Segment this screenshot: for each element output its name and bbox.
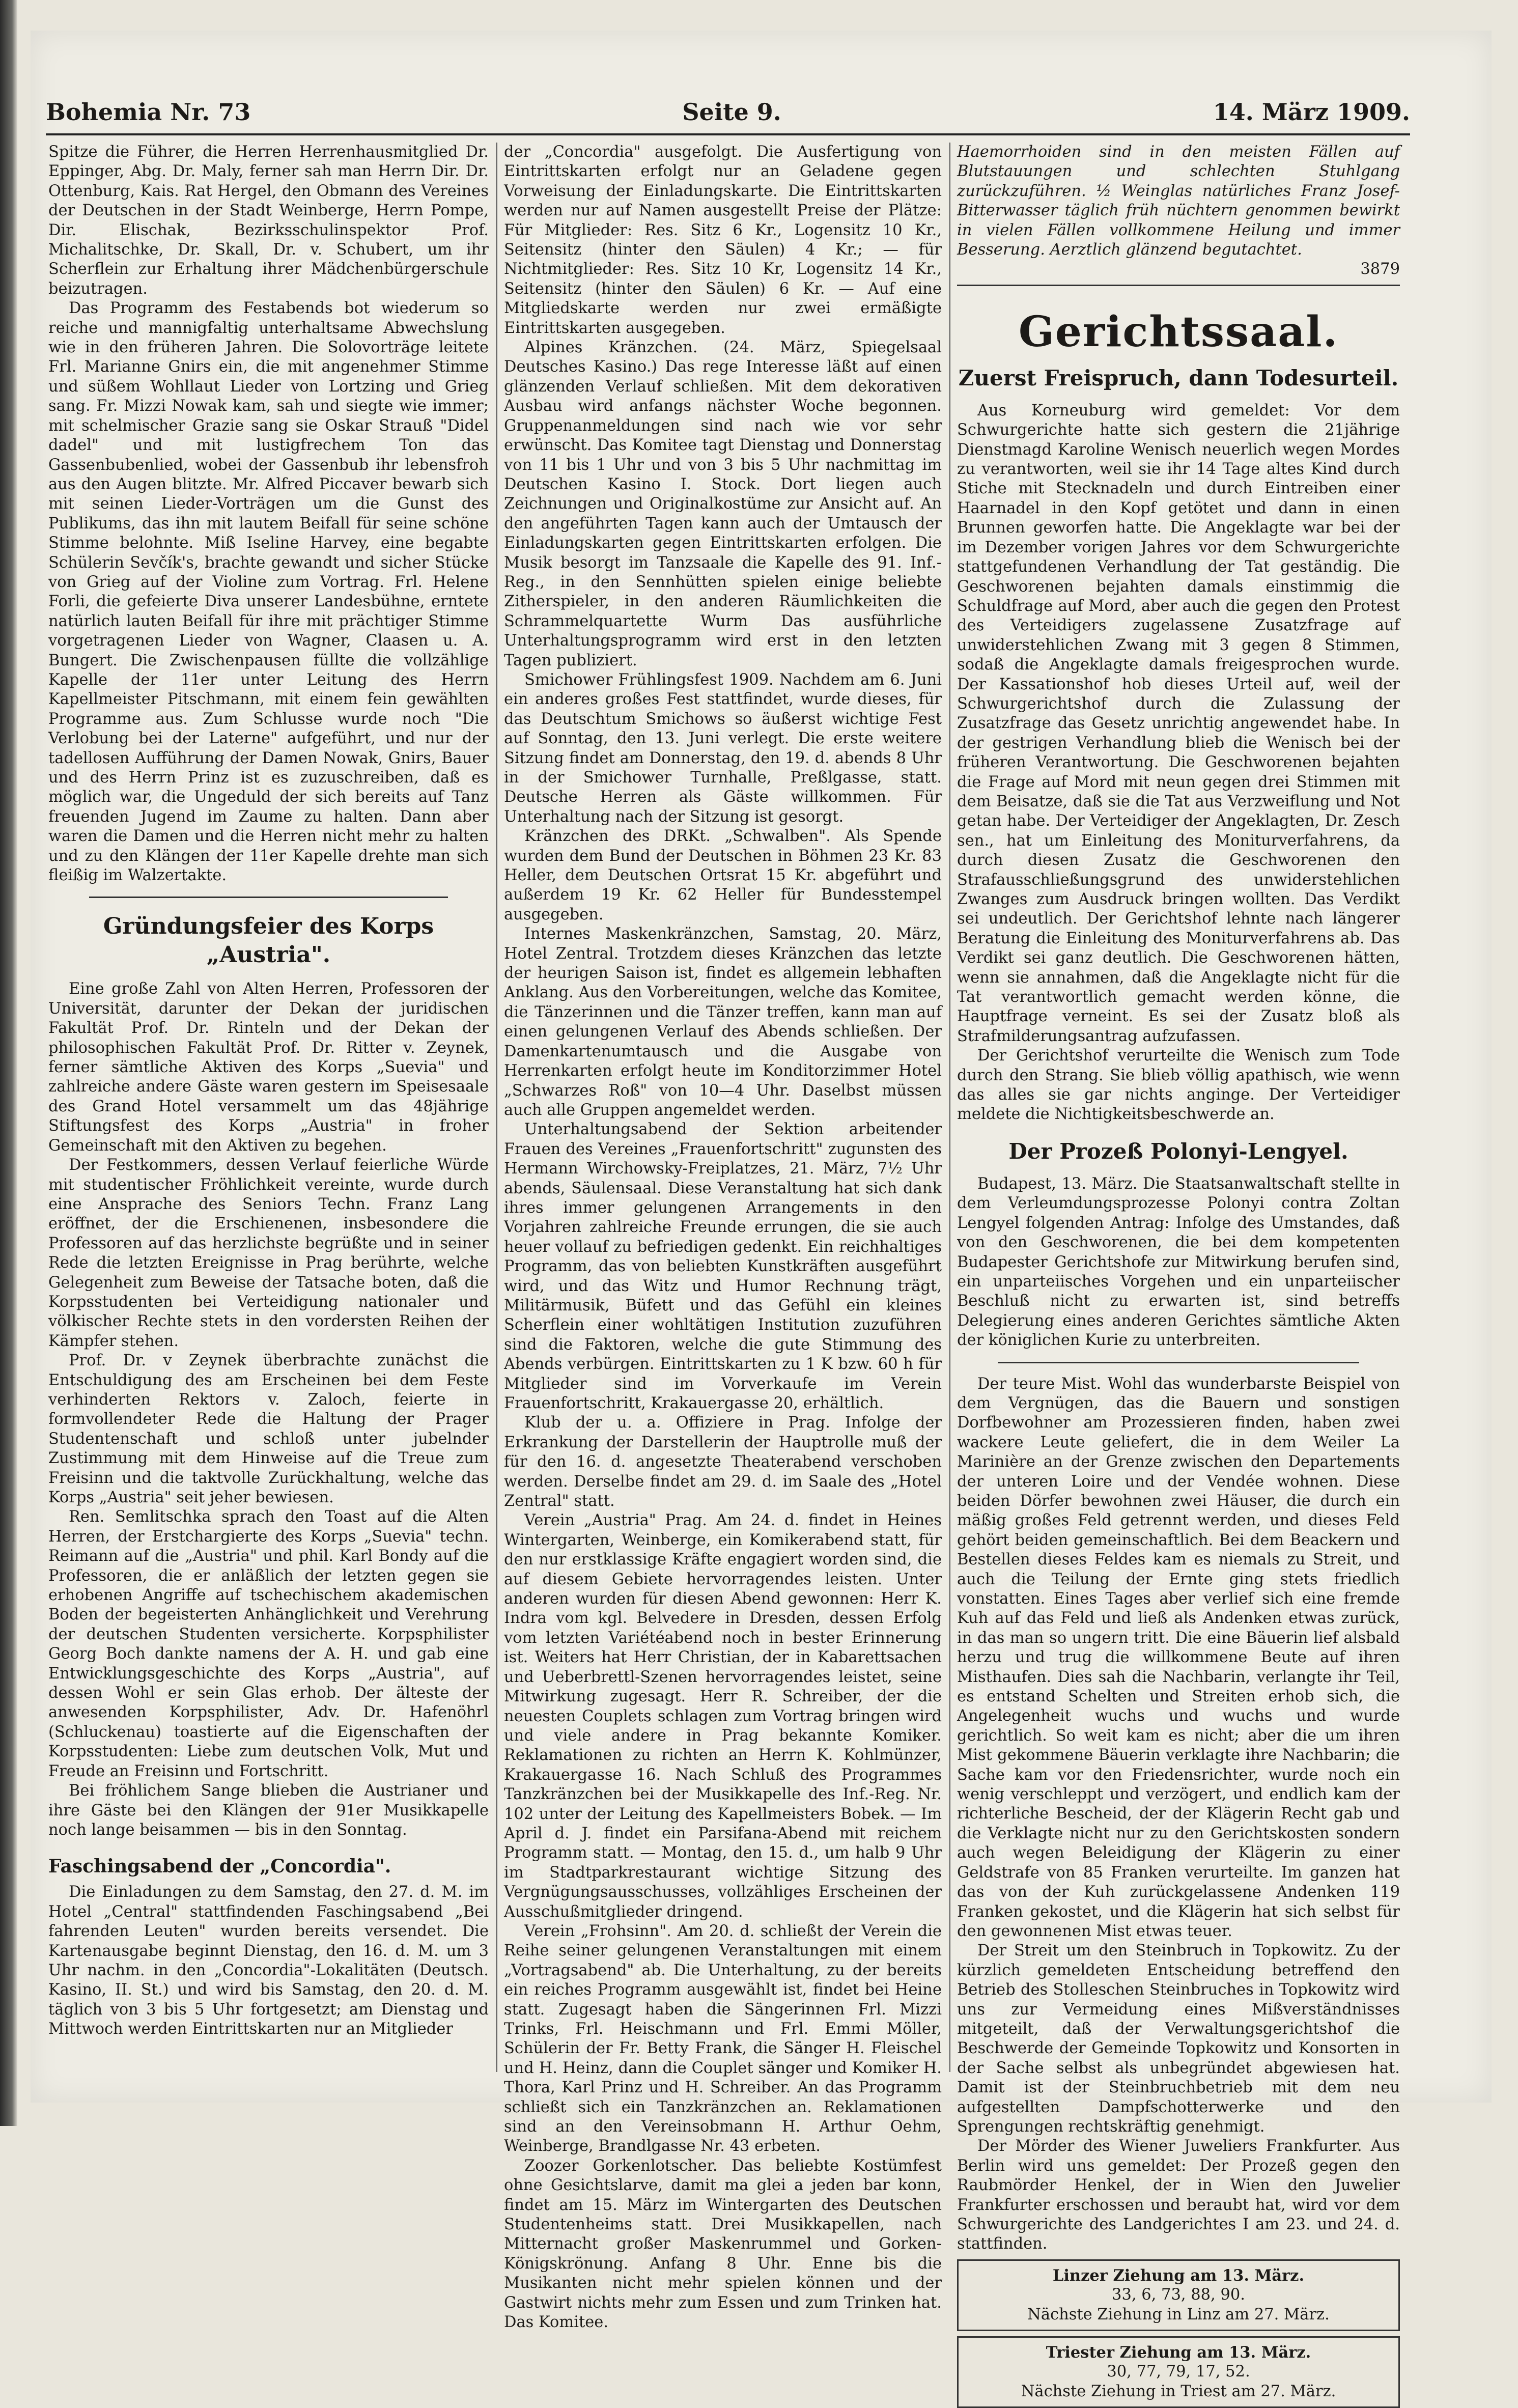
- paragraph: Spitze die Führer, die Herren Herrenhausmitglied Dr. Eppinger, Abg. Dr. Maly, ferner sah man Herrn Dir. Dr. Ottenburg, Kais. Rat Hergel, den Obmann des Vereines der Deutschen in der Stadt Weinberge, Herrn Pompe, Dir. Elischak, Bezirksschulinspektor Prof. Michalitschke, Dr. Skall, Dr. v. Schubert, um ihr Scherflein zur Erhaltung ihrer Mädchenbürgerschule beizutragen.: [48, 143, 489, 298]
- column-3: [957, 143, 1400, 2400]
- divider: [89, 897, 448, 898]
- column-divider: [496, 143, 497, 2072]
- lottery-numbers: 33, 6, 73, 88, 90.: [1112, 2286, 1245, 2304]
- article-heading: Zuerst Freispruch, dann Todesurteil.: [958, 365, 1399, 390]
- paragraph: Ren. Semlitschka sprach den Toast auf die Alten Herren, der Erstchargierte des Korps „Suevia" techn. Reimann auf die „Austria" und phil. Karl Bondy auf die Professoren, die er anläßlich der letzten gegen sie erhobenen Angriffe auf tschechischem akademischen Boden der begeisterten Anhänglichkeit und Verehrung der deutschen Studenten versicherte. Korpsphilister Georg Boch dankte namens der A. H. und gab eine Entwicklungsgeschichte des Korps „Austria", auf dessen Wohl er sein Glas erhob. Der älteste der anwesenden Korpsphilister, Adv. Dr. Hafenöhrl (Schluckenau) toastierte auf die Eigenschaften der Korpsstudenten: Liebe zum deutschen Volk, Mut und Freude an Freisinn und Fortschritt.: [48, 1508, 489, 1780]
- paragraph: Kränzchen des DRKt. „Schwalben". Als Spende wurden dem Bund der Deutschen in Böhmen 23 Kr. 83 Heller, dem Deutschen Ortsrat 15 Kr. abgeführt und außerdem 19 Kr. 62 Heller für Bundesstempel ausgegeben.: [504, 827, 942, 923]
- paragraph: Alpines Kränzchen. (24. März, Spiegelsaal Deutsches Kasino.) Das rege Interesse läßt auf einen glänzenden Verlauf schließen. Mit dem dekorativen Ausbau wird anfangs nächster Woche begonnen. Gruppenanmeldungen sind nach wie vor sehr erwünscht. Das Komitee tagt Dienstag und Donnerstag von 11 bis 1 Uhr und von 3 bis 5 Uhr nachmittag im Deutschen Kasino I. Stock. Dort liegen auch Zeichnungen und Originalkostüme zur Ansicht auf. An den angeführten Tagen kann auch der Umtausch der Einladungskarten gegen Eintrittskarten erfolgen. Die Musik besorgt im Tanzsaale die Kapelle des 91. Inf.-Reg., in den Sennhütten spielen einige beliebte Zitherspieler, in den anderen Räumlichkeiten die Schrammelquartette Wurm Das ausführliche Unterhaltungsprogramm wird erst in den letzten Tagen publiziert.: [504, 339, 942, 669]
- scan-edge: [0, 0, 17, 2126]
- paragraph: Der teure Mist. Wohl das wunderbarste Beispiel von dem Vergnügen, das die Bauern und sonstigen Dorfbewohner am Prozessieren finden, haben zwei wackere Leute geliefert, die in dem Weiler La Marinière an der Grenze zwischen den Departements der unteren Loire und der Vendée wohnen. Diese beiden Dörfer bewohnen zwei Häuser, die durch ein mäßig großes Feld getrennt werden, und dieses Feld gehört beiden gemeinschaftlich. Bei dem Beackern und Bestellen dieses Feldes kam es niemals zu Streit, und auch die Teilung der Ernte ging stets friedlich vonstatten. Eines Tages aber verlief sich eine fremde Kuh auf das Feld und ließ als Andenken etwas zurück, in das man so ungern tritt. Die eine Bäuerin lief alsbald herzu und trug die willkommene Beute auf ihren Misthaufen. Dies sah die Nachbarin, verlangte ihr Teil, es entstand Schelten und Streiten erhob sich, die Angelegenheit wuchs und wuchs und wurde gerichtlich. So weit kam es nicht; aber die um ihren Mist gekommene Bäuerin verklagte ihre Nachbarin; die Sache kam vor den Friedensrichter, wurde noch ein wenig verschleppt und verzögert, und endlich kam der richterliche Bescheid, der der Klägerin Recht gab und die Verklagte nicht nur zu den Gerichtskosten sondern auch wegen Beleidigung der Klägerin zu einer Geldstrafe von 85 Franken verurteilte. Im ganzen hat das von der Kuh zurückgelassene Andenken 119 Franken gekostet, und die Klägerin hat sich selbst für den gewonnenen Mist etwas teuer.: [957, 1375, 1400, 1940]
- paragraph: Der Mörder des Wiener Juweliers Frankfurter. Aus Berlin wird uns gemeldet: Der Prozeß gegen den Raubmörder Henkel, der in Wien den Juwelier Frankfurter erschossen und beraubt hat, wird vor dem Schwurgerichte des Landgerichtes I am 23. und 24. d. stattfinden.: [957, 2137, 1400, 2253]
- divider: [998, 1362, 1359, 1363]
- lottery-box-linz: [957, 2259, 1400, 2331]
- article-heading: Der Prozeß Polonyi-Lengyel.: [1008, 1138, 1348, 1164]
- advertisement: Haemorrhoiden sind in den meisten Fällen auf Blutstauungen und schlechten Stuhlgang zurückzuführen. ½ Weinglas natürliches Franz Josef-Bitterwasser täglich früh nüchtern genommen bewirkt in vielen Fällen vollkommene Heilung und immer Besserung. Aerztlich glänzend begutachtet.: [957, 143, 1400, 259]
- paragraph: Internes Maskenkränzchen, Samstag, 20. März, Hotel Zentral. Trotzdem dieses Kränzchen das letzte der heurigen Saison ist, findet es allgemein lebhaften Anklang. Aus den Vorbereitungen, welche das Komitee, die Tänzerinnen und die Tänzer treffen, kann man auf einen gelungenen Verlauf des Abends schließen. Der Damenkartenumtausch und die Ausgabe von Herrenkarten erfolgt heute im Konditorzimmer Hotel „Schwarzes Roß" von 10—4 Uhr. Daselbst müssen auch alle Gruppen angemeldet werden.: [504, 925, 942, 1119]
- section-title: Gerichtssaal.: [1018, 307, 1339, 356]
- article-heading: Faschingsabend der „Concordia".: [48, 1856, 391, 1878]
- paragraph: Das Programm des Festabends bot wiederum so reiche und mannigfaltig unterhaltsame Abwechslung wie in den früheren Jahren. Die Solovorträge leitete Frl. Marianne Gnirs ein, die mit angenehmer Stimme und süßem Wohllaut Lieder von Lortzing und Grieg sang. Fr. Mizzi Nowak kam, sah und siegte wie immer; mit schelmischer Grazie sang sie Oskar Strauß "Didel dadel" und mit lustigfrechem Ton das Gassenbubenlied, wobei der Gassenbub ihr lebensfroh aus den Augen blitzte. Mr. Alfred Piccaver bewarb sich mit seinen Lieder-Vorträgen um die Gunst des Publikums, das ihn mit lautem Beifall für seine schöne Stimme belohnte. Miß Iseline Harvey, eine begabte Schülerin Sevčík's, brachte gewandt und sicher Stücke von Grieg auf der Violine zum Vortrag. Frl. Helene Forli, die gefeierte Diva unserer Landesbühne, erntete natürlich lauten Beifall für ihre mit prächtiger Stimme vorgetragenen Lieder von Wagner, Claasen u. A. Bungert. Die Zwischenpausen füllte die vollzählige Kapelle der 11er unter Leitung des Herrn Kapellmeister Pitschmann, mit einem fein gewählten Programme aus. Zum Schlusse wurde noch "Die Verlobung bei der Laterne" aufgeführt, und nur der tadellosen Aufführung der Damen Nowak, Gnirs, Bauer und des Herrn Prinz ist es zuzuschreiben, daß es möglich war, die Ungeduld der sich bereits auf Tanz freuenden Jugend im Zaume zu halten. Dann aber waren die Damen und die Herren nicht mehr zu halten und zu den Klängen der 11er Kapelle drehte man sich fleißig im Walzertakte.: [48, 299, 489, 885]
- paragraph: Smichower Frühlingsfest 1909. Nachdem am 6. Juni ein anderes großes Fest stattfindet, wurde dieses, für das Deutschtum Smichows so äußerst wichtige Fest auf Sonntag, den 13. Juni verlegt. Die erste weitere Sitzung findet am Donnerstag, den 19. d. abends 8 Uhr in der Smichower Turnhalle, Preßlgasse, statt. Deutsche Herren als Gäste willkommen. Für Unterhaltung nach der Sitzung ist gesorgt.: [504, 670, 942, 826]
- divider: [957, 285, 1400, 286]
- page-header: [46, 94, 1410, 130]
- article-heading: Gründungsfeier des Korps „Austria".: [103, 913, 434, 968]
- header-date: 14. März 1909.: [1213, 98, 1410, 126]
- lottery-next: Nächste Ziehung in Triest am 27. März.: [1021, 2382, 1336, 2400]
- paragraph: Eine große Zahl von Alten Herren, Professoren der Universität, darunter der Dekan der juridischen Fakultät Prof. Dr. Rinteln und der Dekan der philosophischen Fakultät Prof. Dr. Ritter v. Zeynek, ferner sämtliche Aktiven des Korps „Suevia" und zahlreiche andere Gäste waren gestern im Speisesaale des Grand Hotel versammelt um das 48jährige Stiftungsfest des Korps „Austria" in froher Gemeinschaft mit den Aktiven zu begehen.: [48, 980, 489, 1155]
- paragraph: der „Concordia" ausgefolgt. Die Ausfertigung von Eintrittskarten erfolgt nur an Geladene gegen Vorweisung der Einladungskarte. Die Eintrittskarten werden nur auf Namen ausgestellt Preise der Plätze: Für Mitglieder: Res. Sitz 6 Kr., Logensitz 10 Kr., Seitensitz (hinter den Säulen) 4 Kr.; — für Nichtmitglieder: Res. Sitz 10 Kr, Logensitz 14 Kr., Seitensitz (hinter den Säulen) 6 Kr. — Auf eine Mitgliedskarte werden nur zwei ermäßigte Eintrittskarten ausgegeben.: [504, 143, 942, 337]
- header-page-number: Seite 9.: [682, 98, 781, 126]
- paragraph: Die Einladungen zu dem Samstag, den 27. d. M. im Hotel „Central" stattfindenden Faschingsabend „Bei fahrenden Leuten" wurden bereits versendet. Die Kartenausgabe beginnt Dienstag, den 16. d. M. um 3 Uhr nachm. in den „Concordia"-Lokalitäten (Deutsch. Kasino, II. St.) und wird bis Samstag, den 20. d. M. täglich von 3 bis 5 Uhr fortgesetzt; am Dienstag und Mittwoch werden Eintrittskarten nur an Mitglieder: [48, 1883, 489, 2038]
- paragraph: Prof. Dr. v Zeynek überbrachte zunächst die Entschuldigung des am Erscheinen bei dem Feste verhinderten Rektors v. Zaloch, feierte in formvollendeter Rede die Haltung der Prager Studentenschaft und schloß unter jubelnder Zustimmung mit dem Hinweise auf die Treue zum Freisinn und die taktvolle Zurückhaltung, welche das Korps „Austria" seit jeher bewiesen.: [48, 1352, 489, 1506]
- lottery-title: Linzer Ziehung am 13. März.: [1052, 2266, 1305, 2285]
- lottery-numbers: 30, 77, 79, 17, 52.: [1107, 2363, 1250, 2381]
- paragraph: Verein „Austria" Prag. Am 24. d. findet in Heines Wintergarten, Weinberge, ein Komikerabend statt, für den nur erstklassige Kräfte engagiert worden sind, die auf diesem Gebiete hervorragendes leisten. Unter anderen wurden für diesen Abend gewonnen: Herr K. Indra vom kgl. Belvedere in Dresden, dessen Erfolg vom letzten Variétéabend noch in bester Erinnerung ist. Weiters hat Herr Christian, der in Kabarettsachen und Ueberbrettl-Szenen hervorragendes leistet, seine Mitwirkung zugesagt. Herr R. Schreiber, der die neuesten Couplets schlagen zum Vortrag bringen wird und viele andere in Prag bekannte Komiker. Reklamationen zu richten an Herrn K. Kohlmünzer, Krakauergasse 16. Nach Schluß des Programmes Tanzkränzchen bei der Musikkapelle des Inf.-Reg. Nr. 102 unter der Leitung des Kapellmeisters Bobek. — Im April d. J. findet ein Parsifana-Abend mit reichem Programm statt. — Montag, den 15. d., um halb 9 Uhr im Stadtparkrestaurant wichtige Sitzung des Vergnügungsausschusses, vollzähliges Erscheinen der Ausschußmitglieder dringend.: [504, 1511, 942, 1921]
- paragraph: Der Festkommers, dessen Verlauf feierliche Würde mit studentischer Fröhlichkeit vereinte, wurde durch eine Ansprache des Seniors Techn. Franz Lang eröffnet, der die Erschienenen, insbesondere die Professoren auf das herzlichste begrüßte und in seiner Rede die letzten Ereignisse in Prag berührte, welche Gelegenheit zum Beweise der Tatsache boten, daß die Korpsstudenten bei Verteidigung nationaler und völkischer Rechte stets in den vordersten Reihen der Kämpfer stehen.: [48, 1156, 489, 1350]
- lottery-title: Triester Ziehung am 13. März.: [1046, 2343, 1311, 2362]
- paragraph: Der Streit um den Steinbruch in Topkowitz. Zu der kürzlich gemeldeten Entscheidung betreffend den Betrieb des Stolleschen Steinbruches in Topkowitz wird uns zur Vermeidung eines Mißverständnisses mitgeteilt, daß der Verwaltungsgerichtshof die Beschwerde der Gemeinde Topkowitz und Konsorten in der Sache selbst als unbegründet abgewiesen hat. Damit ist der Steinbruchbetrieb mit dem neu aufgestellten Dampfschotterwerke und den Sprengungen rechtskräftig genehmigt.: [957, 1942, 1400, 2136]
- column-divider: [949, 143, 950, 2072]
- paragraph: Bei fröhlichem Sange blieben die Austrianer und ihre Gäste bei den Klängen der 91er Musikkapelle noch lange beisammen — bis in den Sonntag.: [48, 1782, 489, 1839]
- paragraph: Verein „Frohsinn". Am 20. d. schließt der Verein die Reihe seiner gelungenen Veranstaltungen mit einem „Vortragsabend" ab. Die Unterhaltung, zu der bereits ein reiches Programm ausgewählt ist, findet bei Heine statt. Zugesagt haben die Sängerinnen Frl. Mizzi Trinks, Frl. Heischmann und Frl. Emmi Möller, Schülerin der Fr. Betty Frank, die Sänger H. Fleischel und H. Heinz, dann die Couplet sänger und Komiker H. Thora, Karl Prinz und H. Schreiber. An das Programm schließt sich ein Tanzkränzchen an. Reklamationen sind an den Vereinsobmann H. Arthur Oehm, Weinberge, Brandlgasse Nr. 43 erbeten.: [504, 1922, 942, 2155]
- paragraph: Klub der u. a. Offiziere in Prag. Infolge der Erkrankung der Darstellerin der Hauptrolle muß der für den 16. d. angesetzte Theaterabend verschoben werden. Derselbe findet am 29. d. im Saale des „Hotel Zentral" statt.: [504, 1414, 942, 1510]
- column-2: [504, 143, 942, 2332]
- paragraph: Der Gerichtshof verurteilte die Wenisch zum Tode durch den Strang. Sie blieb völlig apathisch, wie wenn das alles sie gar nichts anginge. Der Verteidiger meldete die Nichtigkeitsbeschwerde an.: [957, 1047, 1400, 1124]
- lottery-next: Nächste Ziehung in Linz am 27. März.: [1027, 2305, 1330, 2323]
- paragraph: Aus Korneuburg wird gemeldet: Vor dem Schwurgerichte hatte sich gestern die 21jährige Dienstmagd Karoline Wenisch neuerlich wegen Mordes zu verantworten, weil sie ihr 14 Tage altes Kind durch Stiche mit Stecknadeln und durch Eintreiben einer Haarnadel in den Kopf getötet und dann in einen Brunnen geworfen hatte. Die Angeklagte war bei der im Dezember vorigen Jahres vor dem Schwurgerichte stattgefundenen Verhandlung der Tat geständig. Die Geschworenen bejahten damals einstimmig die Schuldfrage auf Mord, aber auch die gegen den Protest des Verteidigers zugelassene Zusatzfrage auf unwiderstehlichen Zwang mit 3 gegen 8 Stimmen, sodaß die Angeklagte damals freigesprochen wurde. Der Kassationshof hob dieses Urteil auf, weil der Schwurgerichtshof durch die Zulassung der Zusatzfrage das Gesetz unrichtig angewendet habe. In der gestrigen Verhandlung blieb die Wenisch bei der früheren Verantwortung. Die Geschworenen bejahten die Frage auf Mord mit neun gegen drei Stimmen mit dem Beisatze, daß sie die Tat aus Verzweiflung und Not getan habe. Der Verteidiger der Angeklagten, Dr. Zesch sen., hat um Einleitung des Moniturverfahrens, da durch diesen Zusatz die Geschworenen den Strafausschließungsgrund des unwiderstehlichen Zwanges zum Ausdruck bringen wollten. Das Verdikt sei undeutlich. Der Gerichtshof lehnte nach längerer Beratung die Einleitung des Moniturverfahrens ab. Das Verdikt sei ganz deutlich. Die Geschworenen hätten, wenn sie annahmen, daß die Angeklagte nicht für die Tat verantwortlich gemacht werden könne, die Hauptfrage verneint. Es sei der Zusatz bloß als Strafmilderungsantrag aufzufassen.: [957, 401, 1400, 1045]
- paragraph: Unterhaltungsabend der Sektion arbeitender Frauen des Vereines „Frauenfortschritt" zugunsten des Hermann Wirchowsky-Freiplatzes, 21. März, 7½ Uhr abends, Säulensaal. Diese Veranstaltung hat sich dank ihres immer gelungenen Arrangements in den Vorjahren zahlreiche Freunde errungen, die sie auch heuer vollauf zu befriedigen gedenkt. Ein reichhaltiges Programm, das von beliebten Kunstkräften ausgeführt wird, und das Witz und Humor Rechnung trägt, Militärmusik, Büfett und das Gefühl ein kleines Scherflein einer wohltätigen Institution zuzuführen sind die Faktoren, welche die gute Stimmung des Abends verbürgen. Eintrittskarten zu 1 K bzw. 60 h für Mitglieder sind im Vorverkaufe im Verein Frauenfortschritt, Krakauergasse 20, erhältlich.: [504, 1121, 942, 1412]
- header-issue: Bohemia Nr. 73: [46, 98, 251, 126]
- paragraph: Budapest, 13. März. Die Staatsanwaltschaft stellte in dem Verleumdungsprozesse Polonyi contra Zoltan Lengyel folgenden Antrag: Infolge des Umstandes, daß von den Geschworenen, die bei dem kompetenten Budapester Gerichtshofe zur Mitwirkung berufen sind, ein unparteiisches Vorgehen und ein unparteiischer Beschluß nicht zu erwarten ist, sind betreffs Delegierung eines anderen Gerichtes sämtliche Akten der königlichen Kurie zu unterbreiten.: [957, 1174, 1400, 1350]
- header-rule: [46, 133, 1410, 135]
- paragraph: Zoozer Gorkenlotscher. Das beliebte Kostümfest ohne Gesichtslarve, damit ma glei a jeden bar konn, findet am 15. März im Wintergarten des Deutschen Studentenheims statt. Drei Musikkapellen, nach Mitternacht großer Maskenrummel und Gorken-Königskrönung. Anfang 8 Uhr. Enne bis die Musikanten nicht mehr spielen können und der Gastwirt nichts mehr zum Essen und zum Trinken hat. Das Komitee.: [504, 2157, 942, 2332]
- ad-number: 3879: [1360, 260, 1400, 278]
- column-1: [48, 143, 489, 2072]
- lottery-box-triest: [957, 2336, 1400, 2408]
